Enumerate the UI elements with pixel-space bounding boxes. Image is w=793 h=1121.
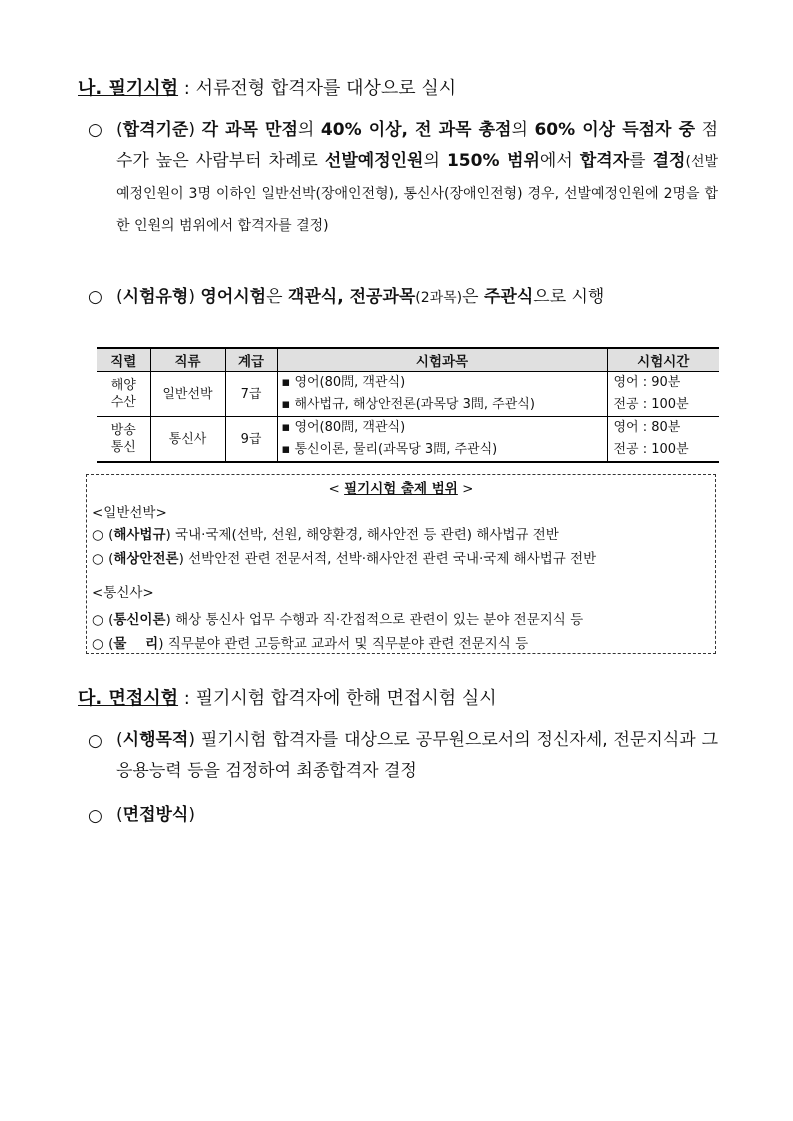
- scope-item: ○ (통신이론) 해상 통신사 업무 수행과 직·간접적으로 관련이 있는 분야 전문지식 등: [92, 612, 584, 628]
- scope-item: ○ (물 리) 직무분야 관련 고등학교 교과서 및 직무분야 관련 전문지식 등: [92, 636, 529, 652]
- cell-grade: 7급: [225, 372, 277, 417]
- paren-open: (: [116, 120, 123, 140]
- section-separator: :: [178, 688, 196, 709]
- criteria-text-5: 에서: [539, 151, 580, 171]
- section-written-exam-label: 나. 필기시험: [78, 78, 179, 99]
- criteria-text-3: 점수가 높은 사람부터 차례로: [116, 120, 719, 171]
- header-subjects: 시험과목: [277, 348, 607, 372]
- criteria-bold-7: 결정: [652, 151, 686, 171]
- series-line: 수산: [110, 395, 136, 410]
- scope-item: ○ (해상안전론) 선박안전 관련 전문서적, 선박·해사안전 관련 국내·국제 해사법규 전반: [92, 551, 597, 567]
- scope-item-tag: 통신이론: [113, 612, 166, 628]
- paren-close: ): [188, 287, 201, 307]
- bullet-circle-icon: ○: [88, 731, 103, 751]
- criteria-bold-5: 150% 범위: [446, 151, 540, 171]
- section-interview-heading: [78, 684, 497, 710]
- section-separator: :: [178, 78, 196, 99]
- type-text-1: 은: [266, 287, 288, 307]
- criteria-bold-2: 40% 이상, 전 과목 총점: [320, 120, 512, 140]
- interview-purpose-paragraph: (시행목적) 필기시험 합격자를 대상으로 공무원으로서의 정신자세, 전문지식과 그 응용능력 등을 검정하여 최종합격자 결정: [116, 730, 718, 781]
- scope-title-bracket: >: [457, 481, 474, 497]
- scope-group-telecom: <통신사>: [92, 585, 154, 601]
- cell-kind: 일반선박: [150, 372, 225, 417]
- bullet-circle-icon: ○: [88, 806, 103, 826]
- scope-item-tag: 해상안전론: [113, 551, 179, 567]
- cell-series: [97, 372, 150, 417]
- time-line: 전공 : 100분: [613, 397, 689, 412]
- subject-line: ▪ 영어(80問, 객관식): [281, 375, 406, 390]
- section-written-exam-desc: 서류전형 합격자를 대상으로 실시: [195, 78, 457, 99]
- scope-title-bracket: <: [328, 481, 345, 497]
- series-line: 해양: [110, 378, 136, 393]
- type-bold-2: 객관식, 전공과목: [287, 287, 416, 307]
- cell-kind: 통신사: [150, 417, 225, 463]
- series-line: 방송: [110, 423, 136, 438]
- subject-line: ▪ 해사법규, 해상안전론(과목당 3問, 주관식): [281, 397, 535, 412]
- criteria-text-2: 의: [511, 120, 535, 140]
- criteria-bold-4: 선발예정인원: [324, 151, 424, 171]
- exam-type-tag: 시험유형: [122, 287, 189, 307]
- cell-subjects: [277, 372, 607, 417]
- type-text-3: 으로 시행: [533, 287, 605, 307]
- type-small: (2과목): [415, 290, 463, 306]
- cell-series: [97, 417, 150, 463]
- bullet-circle-icon: ○: [92, 636, 104, 652]
- bullet-circle-icon: ○: [88, 120, 103, 140]
- scope-item-tag: 해사법규: [113, 527, 166, 543]
- interview-purpose-text: 필기시험 합격자를 대상으로 공무원으로서의 정신자세, 전문지식과 그 응용능력 등을 검정하여 최종합격자 결정: [116, 730, 718, 781]
- criteria-text-1: 의: [297, 120, 321, 140]
- bullet-circle-icon: ○: [92, 551, 104, 567]
- table-row: [97, 372, 719, 417]
- criteria-text-4: 의: [423, 151, 447, 171]
- pass-criteria-paragraph: [116, 115, 718, 242]
- interview-purpose-tag: 시행목적: [122, 730, 189, 750]
- header-time: 시험시간: [607, 348, 719, 372]
- criteria-bold-3: 60% 이상 득점자 중: [534, 120, 696, 140]
- cell-grade: 9급: [225, 417, 277, 463]
- scope-title-text: 필기시험 출제 범위: [344, 481, 458, 497]
- series-line: 통신: [110, 440, 136, 455]
- cell-subjects: [277, 417, 607, 463]
- scope-item-text: 해상 통신사 업무 수행과 직·간접적으로 관련이 있는 분야 전문지식 등: [170, 612, 584, 628]
- scope-item-tag: 물 리: [113, 636, 159, 652]
- section-interview-label: 다. 면접시험: [78, 688, 179, 709]
- section-written-exam-heading: [78, 74, 456, 100]
- cell-time: [607, 372, 719, 417]
- type-text-2: 은: [462, 287, 484, 307]
- pass-criteria-tag: 합격기준: [122, 120, 189, 140]
- table-row: [97, 417, 719, 463]
- exam-type-paragraph: [116, 282, 718, 314]
- header-series: 직렬: [97, 348, 150, 372]
- criteria-bold-6: 합격자: [579, 151, 630, 171]
- subject-line: ▪ 영어(80問, 객관식): [281, 420, 406, 435]
- interview-method-paragraph: (면접방식): [116, 805, 195, 825]
- scope-item-text: 국내·국제(선박, 선원, 해양환경, 해사안전 등 관련) 해사법규 전반: [170, 527, 559, 543]
- type-bold-1: 영어시험: [200, 287, 267, 307]
- time-line: 영어 : 80분: [613, 420, 681, 435]
- paren-open: (: [116, 287, 123, 307]
- bullet-circle-icon: ○: [92, 612, 104, 628]
- interview-method-tag: 면접방식: [122, 805, 189, 825]
- scope-item-text: 직무분야 관련 고등학교 교과서 및 직무분야 관련 전문지식 등: [163, 636, 529, 652]
- criteria-text-6: 를: [629, 151, 653, 171]
- criteria-bold-1: 각 과목 만점: [201, 120, 298, 140]
- table-header-row: [97, 348, 719, 372]
- time-line: 전공 : 100분: [613, 442, 689, 457]
- bullet-circle-icon: ○: [88, 287, 103, 307]
- exam-table: [97, 347, 719, 463]
- cell-time: [607, 417, 719, 463]
- section-interview-desc: 필기시험 합격자에 한해 면접시험 실시: [195, 688, 497, 709]
- scope-item-text: 선박안전 관련 전문서적, 선박·해사안전 관련 국내·국제 해사법규 전반: [183, 551, 597, 567]
- scope-title: [87, 477, 715, 497]
- paren-close: ): [188, 120, 202, 140]
- bullet-circle-icon: ○: [92, 527, 104, 543]
- time-line: 영어 : 90분: [613, 375, 681, 390]
- scope-item: ○ (해사법규) 국내·국제(선박, 선원, 해양환경, 해사안전 등 관련) 해사법규 전반: [92, 527, 559, 543]
- exam-scope-box: [86, 474, 716, 654]
- header-grade: 계급: [225, 348, 277, 372]
- type-bold-3: 주관식: [483, 287, 534, 307]
- scope-group-general-ship: <일반선박>: [92, 505, 167, 521]
- header-kind: 직류: [150, 348, 225, 372]
- subject-line: ▪ 통신이론, 물리(과목당 3問, 주관식): [281, 442, 498, 457]
- criteria-note: (선발예정인원이 3명 이하인 일반선박(장애인전형), 통신사(장애인전형) 경우, 선발예정인원에 2명을 합한 인원의 범위에서 합격자를 결정): [116, 154, 718, 234]
